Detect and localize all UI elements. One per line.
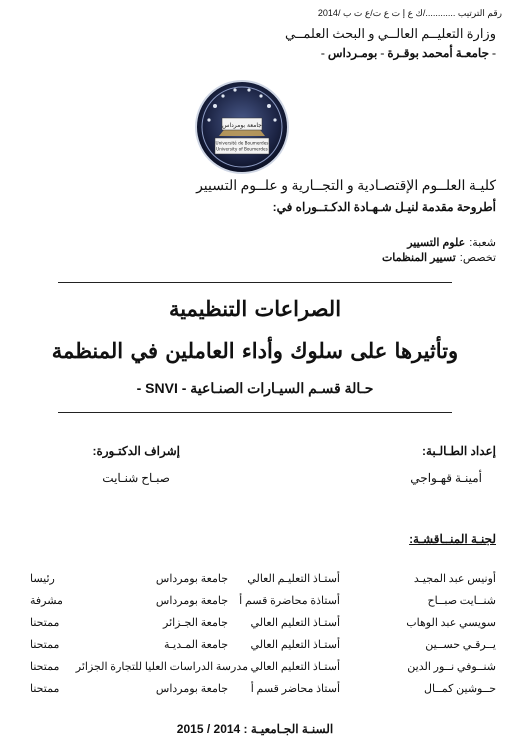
- jury-role: ممتحنا: [30, 683, 60, 695]
- ministry-name: وزارة التعليــم العالــي و البحث العلمــي: [284, 26, 496, 41]
- branch-label: شعبة:: [469, 237, 496, 249]
- thesis-title-case-study: حـالة قسـم السيـارات الصنـاعية - SNVI -: [136, 380, 374, 396]
- jury-institution: جامعة بومرداس: [155, 595, 228, 607]
- jury-role: مشرفة: [30, 595, 63, 607]
- jury-rank: أستـاذ التعليم العالي: [250, 617, 340, 629]
- logo-text-english: University of Boumerdes: [216, 146, 268, 152]
- jury-institution: جامعة بومرداس: [155, 573, 228, 585]
- jury-rank: أستاذة محاضرة قسم أ: [239, 595, 340, 607]
- jury-role: ممتحنا: [30, 661, 60, 673]
- jury-row: [0, 572, 510, 594]
- branch-row: [407, 236, 496, 249]
- jury-row: [0, 682, 510, 704]
- reference-number: رقم الترتيب ............/ك ع إ ت ع ت/ع ت ب /2014: [317, 8, 502, 18]
- title-bottom-rule: [58, 412, 452, 413]
- supervisor-label: إشراف الدكتـورة:: [92, 444, 180, 458]
- jury-row: [0, 616, 510, 638]
- committee-title: لجنـة المنــاقشـة:: [409, 532, 496, 546]
- jury-institution: مدرسة الدراسات العليا للتجارة الجزائر: [75, 661, 248, 673]
- jury-row: [0, 638, 510, 660]
- specialty-row: [382, 251, 496, 264]
- jury-institution: جامعة المـديـة: [164, 639, 228, 651]
- faculty-name: كليـة العلــوم الإقتصـادية و التجــارية و علــوم التسيير: [196, 179, 496, 194]
- logo-text-french: Université de Boumerdes: [215, 140, 269, 146]
- jury-rank: أستـاذ التعليـم العالي: [247, 573, 340, 585]
- jury-name: شنــوفي نــور الدين: [407, 661, 496, 673]
- title-top-rule: [58, 282, 452, 283]
- jury-rank: أستـاذ التعليم العالي: [250, 661, 340, 673]
- jury-rank: أستـاذ التعليم العالي: [250, 639, 340, 651]
- student-name: أمينـة قهـواجي: [410, 471, 482, 485]
- jury-name: سويسي عبد الوهاب: [406, 617, 496, 629]
- university-logo: [193, 78, 291, 176]
- jury-row: [0, 594, 510, 616]
- branch-value: علوم التسيير: [407, 237, 466, 249]
- jury-institution: جامعة الجـزائر: [163, 617, 228, 629]
- jury-name: شنــايت صبــاح: [427, 595, 496, 607]
- jury-name: يــرقـي حســين: [425, 639, 496, 651]
- prepared-by-label: إعداد الطـالـبة:: [421, 444, 496, 458]
- specialty-label: تخصص:: [459, 252, 496, 264]
- academic-year: السنـة الجـامعيـة : 2014 / 2015: [176, 722, 334, 736]
- thesis-title-line1: الصراعات التنظيمية: [168, 296, 342, 321]
- jury-row: [0, 660, 510, 682]
- jury-institution: جامعة بومرداس: [155, 683, 228, 695]
- jury-role: ممتحنا: [30, 617, 60, 629]
- university-name: - جامعـة أمحمد بوقـرة - بومـرداس -: [320, 46, 496, 60]
- jury-rank: أستاذ محاضر قسم أ: [250, 683, 340, 695]
- jury-role: رئيسا: [30, 573, 55, 585]
- thesis-title-line2: وتأثيرها على سلوك وأداء العاملين في المنظمة: [51, 338, 459, 363]
- jury-role: ممتحنا: [30, 639, 60, 651]
- specialty-value: تسيير المنظمات: [381, 252, 456, 264]
- supervisor-name: صبـاح شنـايت: [102, 471, 170, 485]
- jury-name: حــوشين كمــال: [424, 683, 496, 695]
- jury-name: أونيس عبد المجيـد: [413, 573, 496, 585]
- logo-arabic-text: جامعة بومرداس: [222, 122, 262, 129]
- thesis-label: أطروحة مقدمة لنيـل شـهـادة الدكـتــوراه في:: [272, 200, 496, 214]
